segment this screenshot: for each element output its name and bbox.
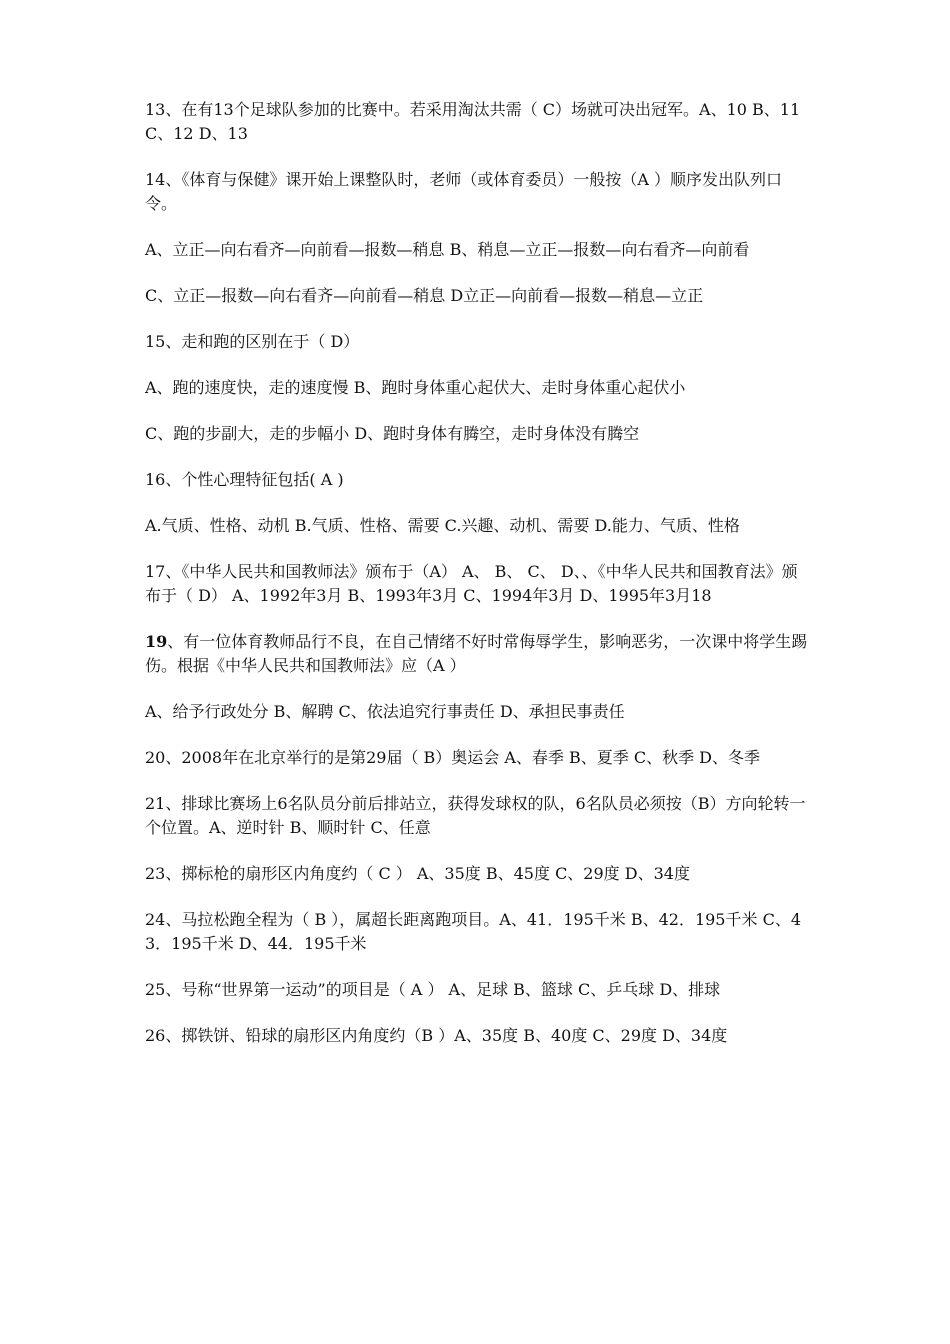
question-19 [145, 630, 813, 678]
question-14-options-cd: C、立正—报数—向右看齐—向前看—稍息 D立正—向前看—报数—稍息—立正 [145, 286, 704, 305]
question-17: 17、《中华人民共和国教师法》颁布于（A） A、 B、 C、 D、、《中华人民共和国教育法》颁布于（ D） A、1992年3月 B、1993年3月 C、1994年3月 D、1995年3月18 [145, 562, 798, 605]
question-24: 24、马拉松跑全程为（ B ），属超长距离跑项目。A、41．195千米 B、42．195千米 C、43．195千米 D、44．195千米 [145, 910, 801, 953]
question-19-options: A、给予行政处分 B、解聘 C、依法追究行事责任 D、承担民事责任 [145, 702, 625, 721]
question-15-options-ab: A、跑的速度快，走的速度慢 B、跑时身体重心起伏大、走时身体重心起伏小 [145, 378, 686, 397]
question-13: 13、在有13个足球队参加的比赛中。若采用淘汰共需（ C）场就可决出冠军。A、10 B、11 C、12 D、13 [145, 100, 806, 143]
document-body [145, 98, 813, 1070]
question-20: 20、2008年在北京举行的是第29届（ B）奥运会 A、春季 B、夏季 C、秋季 D、冬季 [145, 748, 761, 767]
question-15: 15、走和跑的区别在于（ D） [145, 332, 360, 351]
question-14-options-ab: A、立正—向右看齐—向前看—报数—稍息 B、稍息—立正—报数—向右看齐—向前看 [145, 240, 750, 259]
question-16: 16、个性心理特征包括( A ) [145, 470, 344, 489]
question-16-options: A.气质、性格、动机 B.气质、性格、需要 C.兴趣、动机、需要 D.能力、气质、性格 [145, 516, 740, 535]
question-21: 21、排球比赛场上6名队员分前后排站立，获得发球权的队，6名队员必须按（B）方向轮转一个位置。A、逆时针 B、顺时针 C、任意 [145, 794, 806, 837]
question-23: 23、掷标枪的扇形区内角度约（ C ） A、35度 B、45度 C、29度 D、34度 [145, 864, 690, 883]
question-19-number: 19 [145, 632, 168, 651]
question-25: 25、号称“世界第一运动”的项目是（ A ） A、足球 B、篮球 C、乒乓球 D、排球 [145, 980, 721, 999]
question-14: 14、《体育与保健》课开始上课整队时，老师（或体育委员）一般按（A ）顺序发出队列口令。 [145, 170, 783, 213]
question-19-text: 、有一位体育教师品行不良，在自己情绪不好时常侮辱学生，影响恶劣，一次课中将学生踢伤。根据《中华人民共和国教师法》应（A ） [145, 632, 808, 675]
question-15-options-cd: C、跑的步副大，走的步幅小 D、跑时身体有腾空，走时身体没有腾空 [145, 424, 640, 443]
question-26: 26、掷铁饼、铅球的扇形区内角度约（B ）A、35度 B、40度 C、29度 D、34度 [145, 1026, 728, 1045]
